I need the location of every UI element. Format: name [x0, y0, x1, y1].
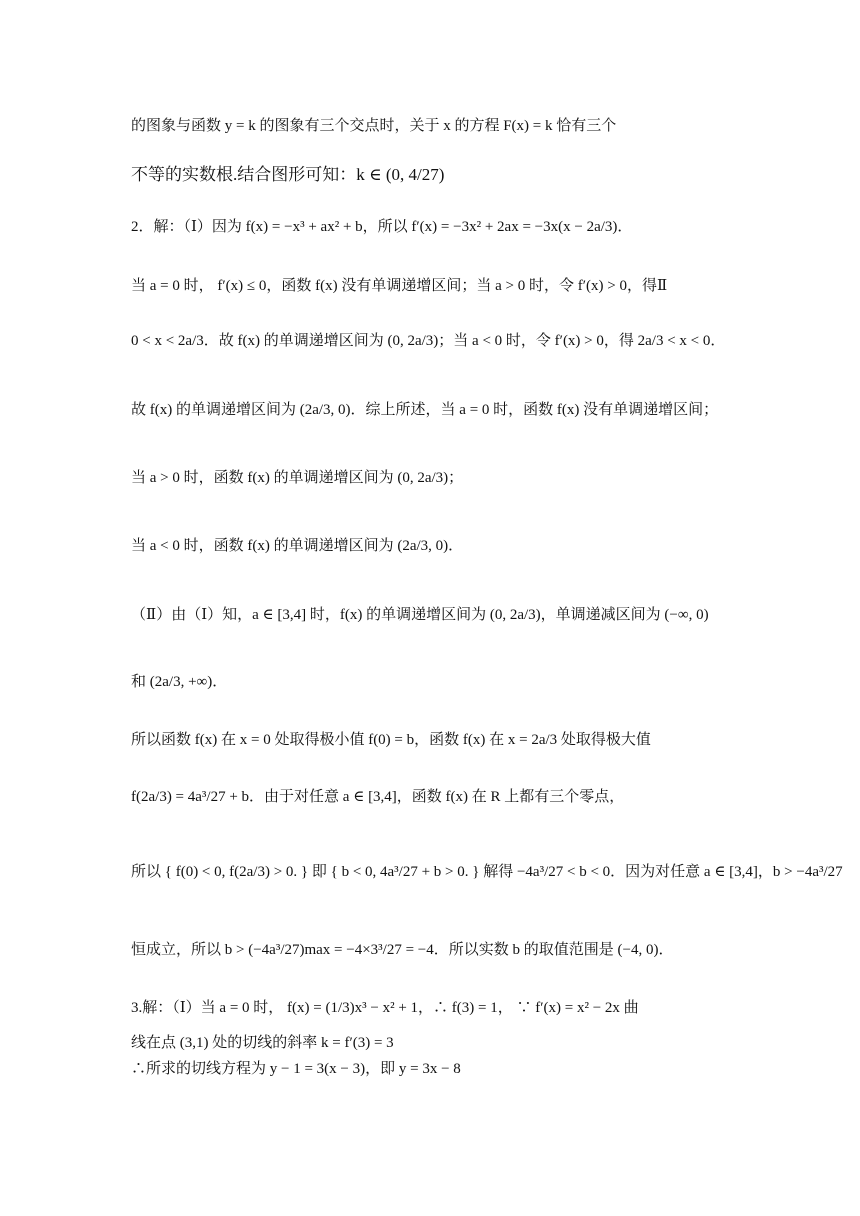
text-line-17: ∴所求的切线方程为 y − 1 = 3(x − 3)，即 y = 3x − 8	[131, 1061, 461, 1077]
text-line-4: 当 a = 0 时， f′(x) ≤ 0，函数 f(x) 没有单调递增区间；当 a > 0 时，令 f′(x) > 0，得Ⅱ	[131, 278, 668, 294]
text-line-6: 故 f(x) 的单调递增区间为 (2a/3, 0)．综上所述，当 a = 0 时，函数 f(x) 没有单调递增区间；	[131, 402, 719, 418]
text-line-8: 当 a < 0 时，函数 f(x) 的单调递增区间为 (2a/3, 0)．	[131, 538, 464, 554]
text-line-5: 0 < x < 2a/3．故 f(x) 的单调递增区间为 (0, 2a/3)；当 a < 0 时，令 f′(x) > 0，得 2a/3 < x < 0．	[131, 333, 726, 349]
text-line-13: 所以 { f(0) < 0, f(2a/3) > 0. } 即 { b < 0, 4a³/27 + b > 0. } 解得 −4a³/27 < b < 0．因为对任意 a ∈ [3,4]，b > −4a³/27	[131, 864, 843, 880]
text-line-9: （Ⅱ）由（Ⅰ）知，a ∈ [3,4] 时，f(x) 的单调递增区间为 (0, 2a/3)，单调递减区间为 (−∞, 0)	[131, 607, 709, 623]
text-line-12: f(2a/3) = 4a³/27 + b．由于对任意 a ∈ [3,4]，函数 f(x) 在 R 上都有三个零点，	[131, 789, 625, 805]
text-line-2: 不等的实数根.结合图形可知：k ∈ (0, 4/27)	[131, 165, 445, 184]
text-line-15: 3.解：（Ⅰ）当 a = 0 时， f(x) = (1/3)x³ − x² + 1，∴ f(3) = 1， ∵ f′(x) = x² − 2x 曲	[131, 1000, 639, 1016]
text-line-3: 2．解：（Ⅰ）因为 f(x) = −x³ + ax² + b，所以 f′(x) = −3x² + 2ax = −3x(x − 2a/3)．	[131, 219, 633, 235]
text-line-7: 当 a > 0 时，函数 f(x) 的单调递增区间为 (0, 2a/3)；	[131, 470, 464, 486]
text-line-11: 所以函数 f(x) 在 x = 0 处取得极小值 f(0) = b，函数 f(x) 在 x = 2a/3 处取得极大值	[131, 732, 651, 748]
text-line-14: 恒成立，所以 b > (−4a³/27)max = −4×3³/27 = −4．所以实数 b 的取值范围是 (−4, 0)．	[131, 942, 674, 958]
text-line-1: 的图象与函数 y = k 的图象有三个交点时，关于 x 的方程 F(x) = k 恰有三个	[131, 118, 617, 134]
text-line-16: 线在点 (3,1) 处的切线的斜率 k = f′(3) = 3	[131, 1035, 394, 1051]
text-line-10: 和 (2a/3, +∞)．	[131, 674, 228, 690]
